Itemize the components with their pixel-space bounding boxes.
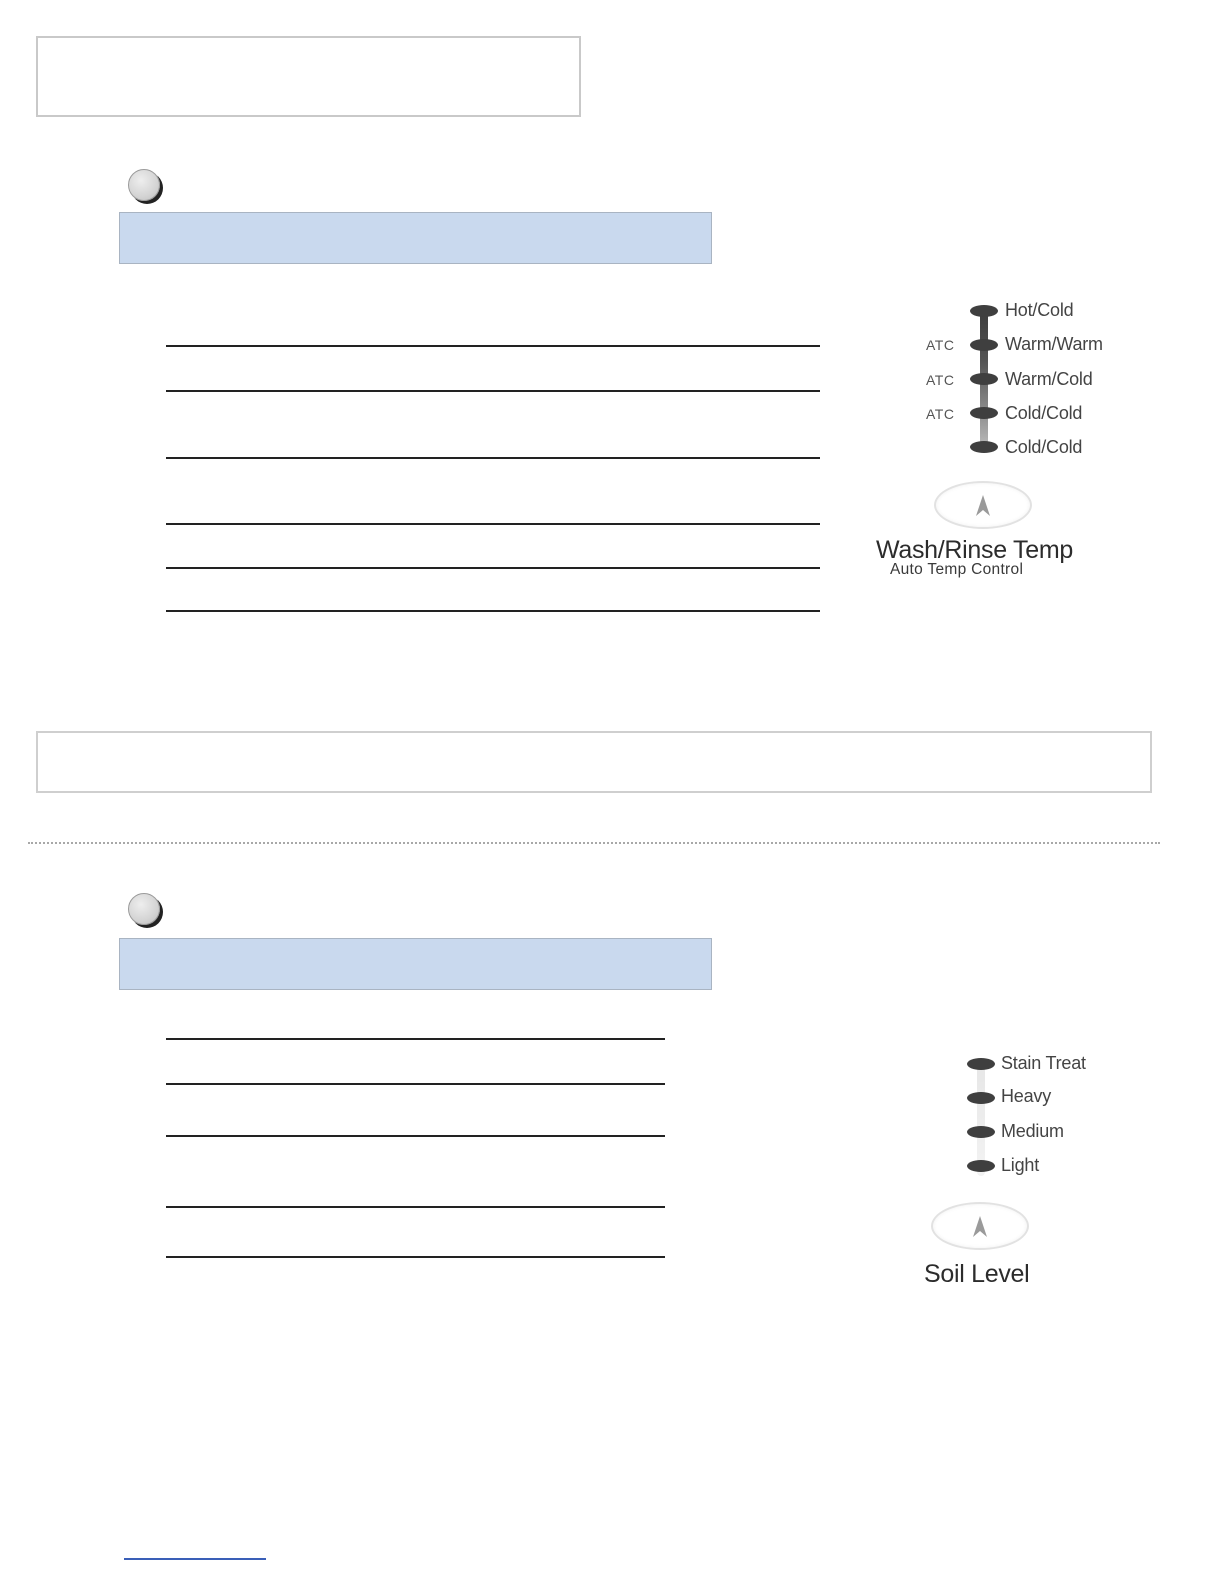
wash-rinse-temp-subtitle: Auto Temp Control [890, 561, 1024, 578]
temp-indicator-dot [970, 441, 998, 453]
blank-line [166, 1135, 665, 1137]
temp-option-label: Cold/Cold [1005, 403, 1083, 423]
blank-line [166, 1038, 665, 1040]
soil-option-label: Light [1001, 1155, 1040, 1175]
atc-tag: ATC [926, 406, 955, 422]
blank-line [166, 1083, 665, 1085]
blank-line [166, 610, 820, 612]
blank-line [166, 390, 820, 392]
blank-line [166, 345, 820, 347]
step-marker-2 [128, 893, 160, 925]
wash-rinse-temp-title: Wash/Rinse Temp [876, 536, 1073, 564]
temp-option-label: Cold/Cold [1005, 437, 1083, 457]
header-box [36, 36, 581, 117]
soil-indicator-dot [967, 1160, 995, 1172]
soil-indicator-dot [967, 1126, 995, 1138]
temp-option-label: Hot/Cold [1005, 300, 1074, 320]
temp-option-label: Warm/Warm [1005, 334, 1103, 354]
up-arrow-icon [934, 481, 1032, 529]
soil-indicator-dot [967, 1058, 995, 1070]
soil-indicator-dot [967, 1092, 995, 1104]
section-band-wash-rinse-temp [119, 212, 712, 264]
step-marker-1 [128, 169, 160, 201]
blank-line [166, 457, 820, 459]
temp-option-label: Warm/Cold [1005, 369, 1093, 389]
soil-option-label: Medium [1001, 1121, 1064, 1141]
blank-line [166, 523, 820, 525]
wash-rinse-temp-button[interactable] [934, 481, 1032, 529]
soil-level-title: Soil Level [924, 1260, 1030, 1288]
section-divider [28, 842, 1160, 844]
atc-tag: ATC [926, 372, 955, 388]
temp-indicator-dot [970, 305, 998, 317]
up-arrow-icon [931, 1202, 1029, 1250]
blank-line [166, 1256, 665, 1258]
soil-option-label: Heavy [1001, 1086, 1052, 1106]
note-box [36, 731, 1152, 793]
section-band-soil-level [119, 938, 712, 990]
footer-link[interactable] [124, 1558, 266, 1560]
temp-indicator-dot [970, 339, 998, 351]
blank-line [166, 1206, 665, 1208]
soil-level-button[interactable] [931, 1202, 1029, 1250]
blank-line [166, 567, 820, 569]
soil-indicator-track [977, 1058, 985, 1176]
atc-tag: ATC [926, 337, 955, 353]
temp-indicator-dot [970, 407, 998, 419]
temp-indicator-dot [970, 373, 998, 385]
soil-option-label: Stain Treat [1001, 1053, 1086, 1073]
